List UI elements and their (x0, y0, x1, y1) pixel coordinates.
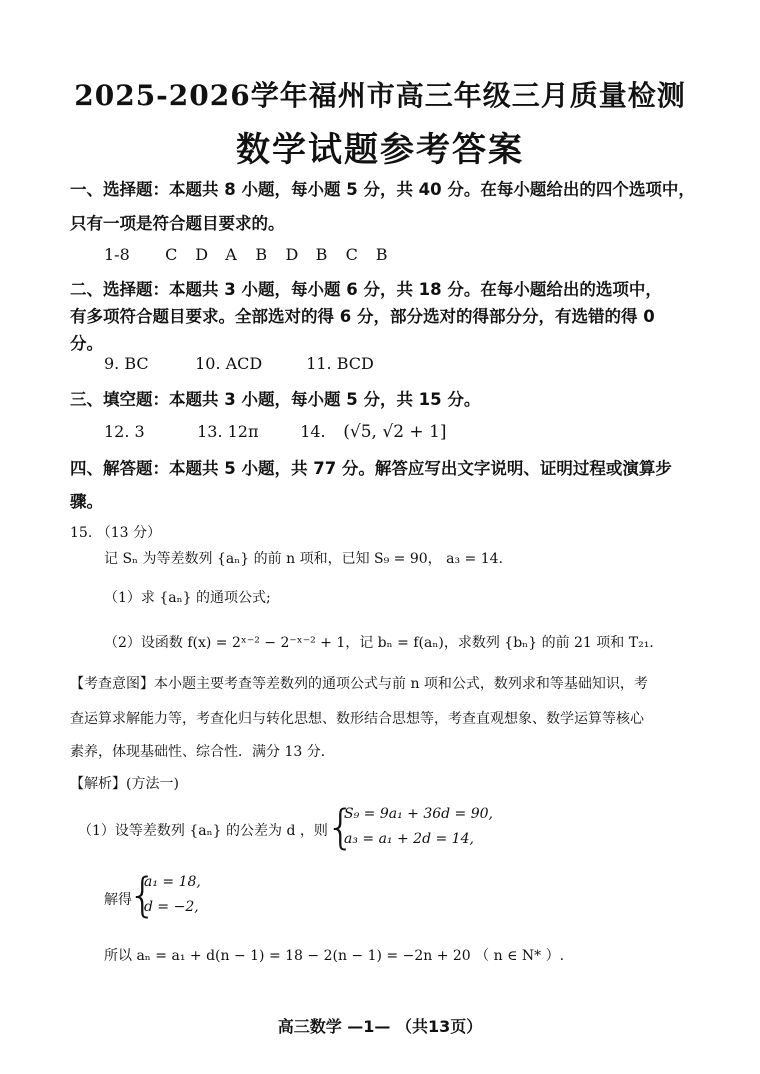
intent-line2: 查运算求解能力等，考查化归与转化思想、数形结合思想等，考查直观想象、数学运算等核心 (70, 711, 644, 727)
system1-equation1: S₉ = 9a₁ + 36d = 90, (344, 806, 494, 822)
answer-1: C (165, 245, 178, 264)
page-footer: 高三数学 —1— （共13页） (277, 1017, 483, 1036)
answer-2: D (195, 245, 209, 264)
exam-title: 2025-2026学年福州市高三年级三月质量检测 (74, 79, 686, 112)
section1-heading-line2: 只有一项是符合题目要求的。 (70, 214, 285, 233)
intent-line1: 【考查意图】本小题主要考查等差数列的通项公式与前 n 项和公式，数列求和等基础知识，考 (70, 676, 648, 692)
system2-equation2: d = −2, (144, 899, 199, 915)
solution-part1-prefix: （1）设等差数列 {aₙ} 的公差为 d ，则 (78, 823, 328, 839)
system2-equation1: a₁ = 18, (144, 874, 201, 890)
answer-5: D (285, 245, 299, 264)
system1-equation2: a₃ = a₁ + 2d = 14, (344, 831, 474, 847)
answer-4: B (255, 245, 268, 264)
answer-3: A (225, 245, 237, 264)
answer-10: 10. ACD (195, 354, 263, 373)
equation-system-brace: { (326, 800, 356, 854)
solve-prefix: 解得 (104, 892, 132, 908)
answer-13: 13. 12π (197, 422, 259, 441)
section1-answers (104, 245, 401, 264)
answer-12: 12. 3 (104, 422, 145, 441)
solution-system-brace: { (128, 868, 158, 922)
problem-15-part1: （1）求 {aₙ} 的通项公式; (104, 590, 271, 606)
section2-answers (104, 354, 374, 373)
answer-8: B (375, 245, 388, 264)
answer-range: 1-8 (104, 245, 130, 264)
solution-conclusion: 所以 aₙ = a₁ + d(n − 1) = 18 − 2(n − 1) = −2n + 20 （ n ∈ N* ）. (104, 948, 565, 964)
answer-7: C (345, 245, 358, 264)
problem-15-stem: 记 Sₙ 为等差数列 {aₙ} 的前 n 项和，已知 S₉ = 90， a₃ = 14. (104, 551, 503, 567)
section4-heading-line2: 骤。 (70, 492, 103, 511)
solution-label: 【解析】(方法一) (70, 776, 179, 792)
section3-answers (104, 422, 447, 442)
section1-heading-line1: 一、选择题：本题共 8 小题，每小题 5 分，共 40 分。在每小题给出的四个选项中， (70, 180, 695, 199)
answer-key-title: 数学试题参考答案 (236, 130, 524, 170)
problem-15-number: 15. （13 分） (70, 525, 161, 541)
section2-heading-line3: 分。 (70, 334, 103, 353)
answer-14-label: 14. (300, 422, 326, 441)
section2-heading-line1: 二、选择题：本题共 3 小题，每小题 6 分，共 18 分。在每小题给出的选项中， (70, 280, 662, 299)
answer-9: 9. BC (104, 354, 149, 373)
answer-11: 11. BCD (306, 354, 374, 373)
intent-line3: 素养，体现基础性、综合性．满分 13 分． (70, 744, 335, 760)
section4-heading-line1: 四、解答题：本题共 5 小题，共 77 分。解答应写出文字说明、证明过程或演算步 (70, 459, 672, 478)
problem-15-part2: （2）设函数 f(x) = 2ˣ⁻² − 2⁻ˣ⁻² + 1，记 bₙ = f(aₙ)，求数列 {bₙ} 的前 21 项和 T₂₁. (104, 635, 654, 651)
section2-heading-line2: 有多项符合题目要求。全部选对的得 6 分，部分选对的得部分分，有选错的得 0 (70, 307, 655, 326)
answer-6: B (315, 245, 328, 264)
answer-14-value: (√5, √2 + 1] (343, 422, 447, 442)
section3-heading: 三、填空题：本题共 3 小题，每小题 5 分，共 15 分。 (70, 390, 481, 409)
